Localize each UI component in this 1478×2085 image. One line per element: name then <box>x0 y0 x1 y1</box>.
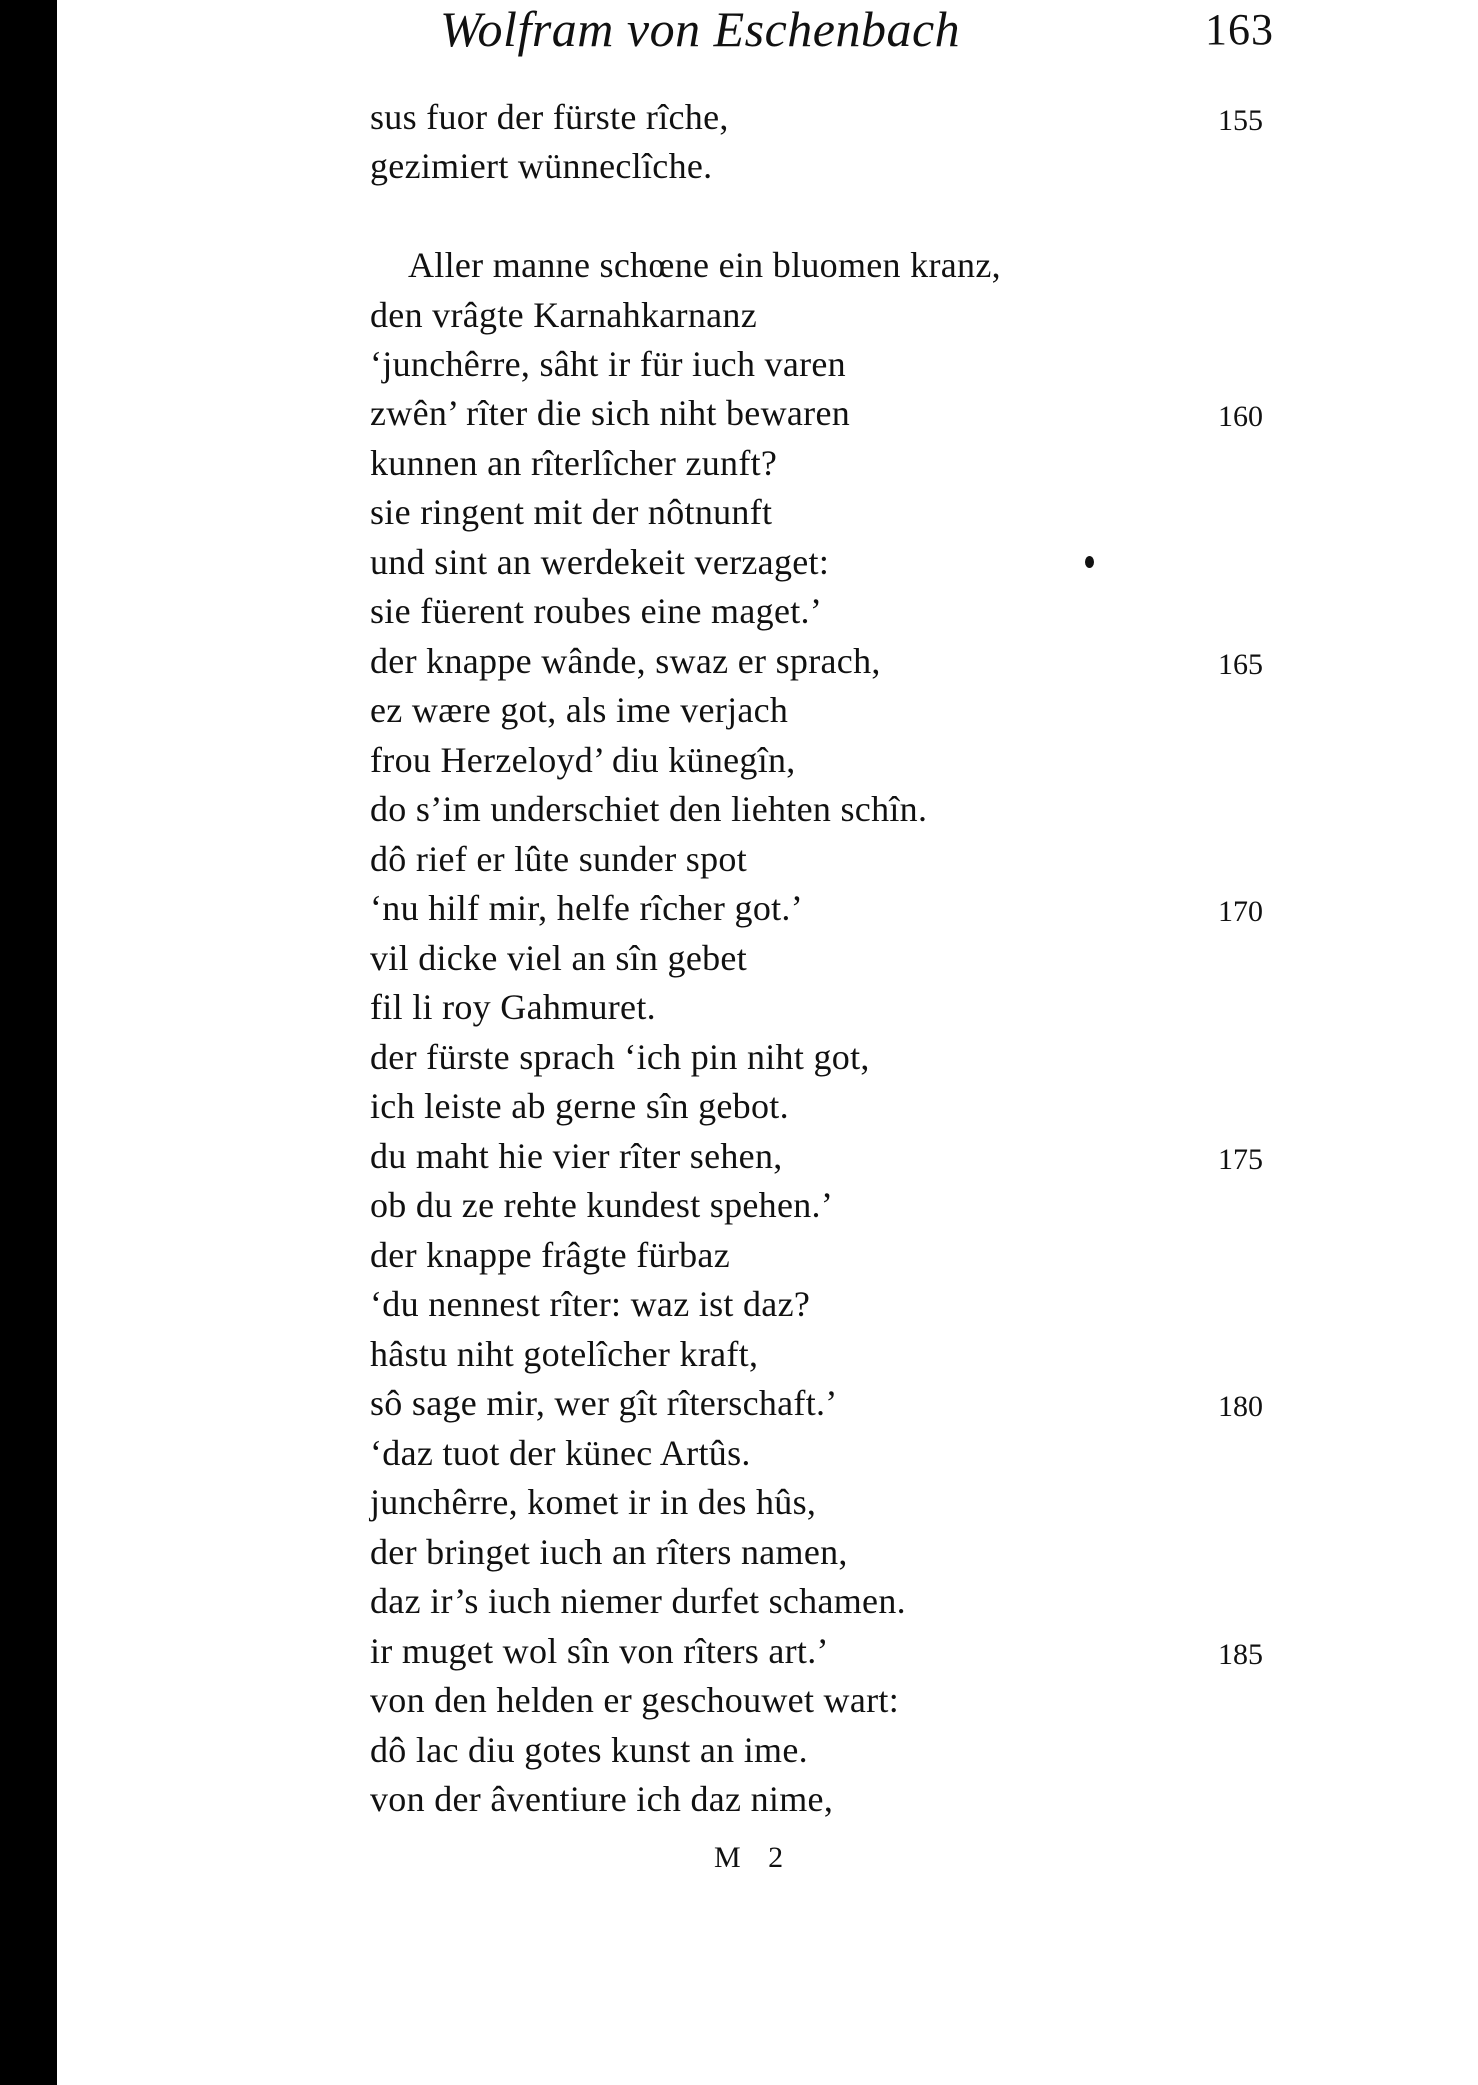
page-number: 163 <box>1205 5 1274 54</box>
poem-line: der knappe wânde, swaz er sprach, <box>370 641 881 681</box>
poem-line: Aller manne schœne ein bluomen kranz, <box>408 245 1001 285</box>
printer-mark-dot <box>1085 556 1094 568</box>
poem-line: ob du ze rehte kundest spehen.’ <box>370 1185 834 1225</box>
poem-line: der bringet iuch an rîters namen, <box>370 1532 848 1572</box>
poem-line: du maht hie vier rîter sehen, <box>370 1136 783 1176</box>
poem-line: ir muget wol sîn von rîters art.’ <box>370 1631 829 1671</box>
poem-line: sie füerent roubes eine maget.’ <box>370 591 823 631</box>
poem-line: hâstu niht gotelîcher kraft, <box>370 1334 759 1374</box>
poem-line: der knappe frâgte fürbaz <box>370 1235 730 1275</box>
poem-line: ‘du nennest rîter: waz ist daz? <box>370 1284 811 1324</box>
line-number: 185 <box>1218 1638 1263 1671</box>
line-number: 175 <box>1218 1143 1263 1176</box>
poem-line: gezimiert wünneclîche. <box>370 146 713 186</box>
poem-line: ‘daz tuot der künec Artûs. <box>370 1433 751 1473</box>
running-head: Wolfram von Eschenbach <box>440 1 961 57</box>
poem-line: sô sage mir, wer gît rîterschaft.’ <box>370 1383 838 1423</box>
line-number: 180 <box>1218 1390 1263 1423</box>
line-number: 160 <box>1218 400 1263 433</box>
poem-line: vil dicke viel an sîn gebet <box>370 938 747 978</box>
poem-line: den vrâgte Karnahkarnanz <box>370 295 757 335</box>
signature-mark: M 2 <box>714 1841 794 1874</box>
poem-line: sus fuor der fürste rîche, <box>370 97 729 137</box>
poem-line: dô lac diu gotes kunst an ime. <box>370 1730 808 1770</box>
poem-line: ‘nu hilf mir, helfe rîcher got.’ <box>370 888 804 928</box>
poem-line: der fürste sprach ‘ich pin niht got, <box>370 1037 870 1077</box>
line-number: 170 <box>1218 895 1263 928</box>
poem-line: kunnen an rîterlîcher zunft? <box>370 443 778 483</box>
poem-line: von den helden er geschouwet wart: <box>370 1680 900 1720</box>
line-number: 155 <box>1218 104 1263 137</box>
poem-line: ich leiste ab gerne sîn gebot. <box>370 1086 789 1126</box>
poem-line: ‘junchêrre, sâht ir für iuch varen <box>370 344 846 384</box>
poem-line: sie ringent mit der nôtnunft <box>370 492 773 532</box>
line-number: 165 <box>1218 648 1263 681</box>
poem-line: daz ir’s iuch niemer durfet schamen. <box>370 1581 906 1621</box>
poem-line: junchêrre, komet ir in des hûs, <box>370 1482 817 1522</box>
poem-line: ez wære got, als ime verjach <box>370 690 789 730</box>
poem-line: und sint an werdekeit verzaget: <box>370 542 830 582</box>
poem-line: dô rief er lûte sunder spot <box>370 839 747 879</box>
poem-line: von der âventiure ich daz nime, <box>370 1779 834 1819</box>
poem-line: fil li roy Gahmuret. <box>370 987 656 1027</box>
poem-line: zwên’ rîter die sich niht bewaren <box>370 393 851 433</box>
poem-line: do s’im underschiet den liehten schîn. <box>370 789 928 829</box>
poem-line: frou Herzeloyd’ diu künegîn, <box>370 740 796 780</box>
